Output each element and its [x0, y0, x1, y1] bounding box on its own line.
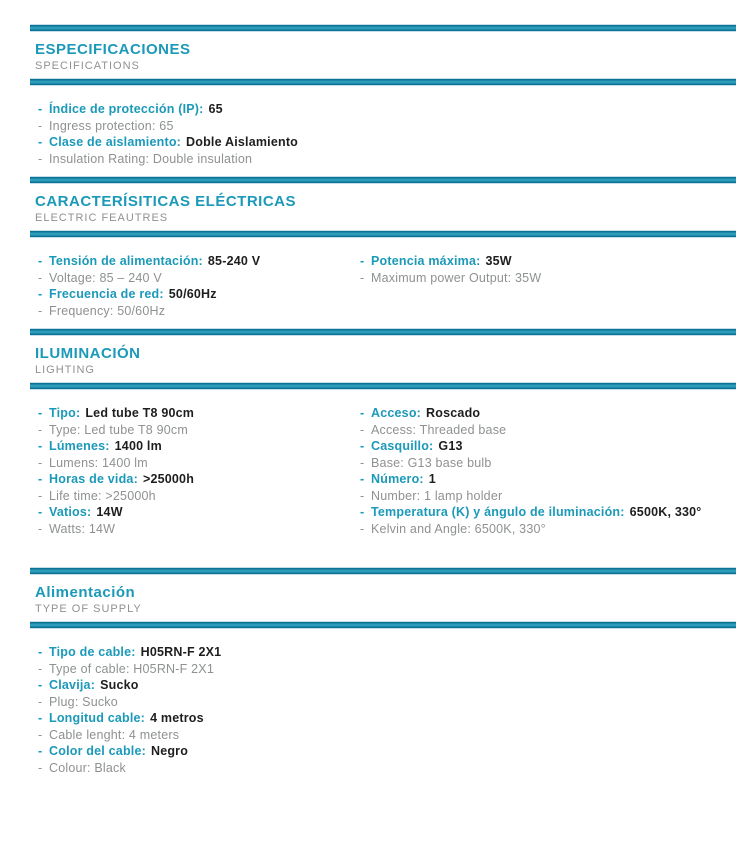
spec-line-english — [30, 727, 736, 744]
spec-line-english — [352, 521, 736, 538]
spec-value: 35W — [485, 254, 512, 268]
spec-label: Clase de aislamiento: — [49, 135, 182, 149]
spec-list — [30, 86, 736, 167]
spec-line-english — [30, 118, 736, 135]
spec-translation: Type of cable: H05RN-F 2X1 — [49, 661, 214, 676]
bullet-dash-icon: - — [38, 439, 43, 453]
spec-line-english — [30, 694, 736, 711]
section-heading-rule — [30, 230, 736, 238]
spec-translation: Access: Threaded base — [371, 422, 507, 437]
bullet-dash-icon: - — [38, 760, 43, 775]
spec-item — [30, 644, 736, 677]
spec-line-spanish — [30, 405, 352, 422]
spec-section — [30, 24, 736, 167]
spec-item — [30, 504, 352, 537]
spec-value: Led tube T8 90cm — [85, 406, 195, 420]
bullet-dash-icon: - — [360, 455, 365, 470]
section-title: CARACTERÍSITICAS ELÉCTRICAS — [35, 193, 297, 210]
bullet-dash-icon: - — [38, 488, 43, 503]
bullet-dash-icon: - — [38, 744, 43, 758]
spec-label: Índice de protección (IP): — [49, 102, 204, 116]
spec-list — [30, 390, 736, 537]
spec-label: Color del cable: — [49, 744, 146, 758]
spec-label: Frecuencia de red: — [49, 287, 164, 301]
section-title: ILUMINACIÓN — [35, 345, 141, 362]
spec-line-spanish — [30, 504, 352, 521]
bullet-dash-icon: - — [38, 270, 43, 285]
bullet-dash-icon: - — [360, 439, 365, 453]
spec-item — [30, 438, 352, 471]
spec-translation: Lumens: 1400 lm — [49, 455, 148, 470]
spec-translation: Life time: >25000h — [49, 488, 156, 503]
spec-line-spanish — [30, 101, 736, 118]
spec-item — [30, 101, 736, 134]
spec-line-english — [30, 661, 736, 678]
spec-line-spanish — [30, 286, 352, 303]
spec-column — [352, 405, 736, 537]
spec-line-english — [30, 760, 736, 777]
spec-section — [30, 328, 736, 537]
spec-line-english — [30, 455, 352, 472]
bullet-dash-icon: - — [38, 287, 43, 301]
section-subtitle: ELECTRIC FEAUTRES — [35, 212, 169, 224]
spec-column — [352, 253, 736, 286]
bullet-dash-icon: - — [38, 118, 43, 133]
spec-column — [30, 644, 736, 776]
spec-translation: Frequency: 50/60Hz — [49, 303, 166, 318]
spec-value: Sucko — [100, 678, 139, 692]
bullet-dash-icon: - — [38, 521, 43, 536]
spec-translation: Maximum power Output: 35W — [371, 270, 542, 285]
spec-value: Roscado — [426, 406, 481, 420]
spec-label: Clavija: — [49, 678, 96, 692]
bullet-dash-icon: - — [38, 455, 43, 470]
bullet-dash-icon: - — [360, 422, 365, 437]
spec-label: Casquillo: — [371, 439, 434, 453]
bullet-dash-icon: - — [38, 472, 43, 486]
spec-item — [352, 253, 736, 286]
spec-line-english — [30, 521, 352, 538]
spec-line-spanish — [30, 644, 736, 661]
bullet-dash-icon: - — [38, 505, 43, 519]
bullet-dash-icon: - — [38, 151, 43, 166]
bullet-dash-icon: - — [38, 422, 43, 437]
spec-label: Número: — [371, 472, 424, 486]
spec-item — [352, 471, 736, 504]
bullet-dash-icon: - — [38, 303, 43, 318]
spec-line-spanish — [352, 504, 736, 521]
spec-item — [352, 405, 736, 438]
spec-line-english — [30, 151, 736, 168]
bullet-dash-icon: - — [360, 270, 365, 285]
bullet-dash-icon: - — [360, 505, 365, 519]
spec-line-spanish — [30, 134, 736, 151]
bullet-dash-icon: - — [38, 645, 43, 659]
bullet-dash-icon: - — [38, 694, 43, 709]
spec-line-english — [352, 455, 736, 472]
spec-item — [30, 134, 736, 167]
section-heading-rule — [30, 382, 736, 390]
spec-translation: Kelvin and Angle: 6500K, 330° — [371, 521, 546, 536]
spec-item — [352, 504, 736, 537]
spec-line-english — [30, 488, 352, 505]
spec-translation: Colour: Black — [49, 760, 126, 775]
spec-value: 1 — [428, 472, 436, 486]
spec-label: Potencia máxima: — [371, 254, 481, 268]
section-heading-rule — [30, 78, 736, 86]
spec-translation: Plug: Sucko — [49, 694, 118, 709]
spec-line-english — [30, 270, 352, 287]
spec-section — [30, 176, 736, 319]
section-top-rule — [30, 176, 736, 184]
spec-line-spanish — [352, 471, 736, 488]
spec-item — [30, 677, 736, 710]
spec-line-english — [30, 422, 352, 439]
spec-column — [30, 405, 352, 537]
spec-label: Horas de vida: — [49, 472, 138, 486]
section-header — [30, 32, 736, 78]
spec-list — [30, 238, 736, 319]
spec-translation: Watts: 14W — [49, 521, 116, 536]
spec-label: Temperatura (K) y ángulo de iluminación: — [371, 505, 625, 519]
section-title: ESPECIFICACIONES — [35, 41, 191, 58]
spec-translation: Base: G13 base bulb — [371, 455, 492, 470]
spec-item — [30, 710, 736, 743]
bullet-dash-icon: - — [38, 727, 43, 742]
spec-value: 4 metros — [150, 711, 204, 725]
spec-value: 1400 lm — [114, 439, 162, 453]
spec-line-spanish — [30, 710, 736, 727]
section-top-rule — [30, 328, 736, 336]
spec-translation: Voltage: 85 – 240 V — [49, 270, 162, 285]
spec-item — [30, 253, 352, 286]
bullet-dash-icon: - — [360, 521, 365, 536]
section-header — [30, 575, 736, 621]
section-subtitle: LIGHTING — [35, 364, 95, 376]
spec-value: 6500K, 330° — [629, 505, 702, 519]
section-subtitle: TYPE OF SUPPLY — [35, 603, 142, 615]
spec-translation: Type: Led tube T8 90cm — [49, 422, 188, 437]
bullet-dash-icon: - — [38, 406, 43, 420]
bullet-dash-icon: - — [38, 711, 43, 725]
bullet-dash-icon: - — [38, 678, 43, 692]
spec-label: Tensión de alimentación: — [49, 254, 203, 268]
bullet-dash-icon: - — [38, 135, 43, 149]
spec-value: Doble Aislamiento — [186, 135, 299, 149]
section-top-rule — [30, 567, 736, 575]
spec-item — [30, 405, 352, 438]
bullet-dash-icon: - — [360, 406, 365, 420]
spec-line-english — [352, 488, 736, 505]
section-top-rule — [30, 24, 736, 32]
spec-line-spanish — [30, 471, 352, 488]
spec-label: Lúmenes: — [49, 439, 110, 453]
spec-translation: Number: 1 lamp holder — [371, 488, 503, 503]
section-header — [30, 184, 736, 230]
section-heading-rule — [30, 621, 736, 629]
spec-line-spanish — [352, 405, 736, 422]
spec-value: Negro — [150, 744, 189, 758]
spec-line-english — [352, 422, 736, 439]
spec-line-spanish — [30, 253, 352, 270]
spec-column — [30, 101, 736, 167]
spec-label: Tipo: — [49, 406, 81, 420]
bullet-dash-icon: - — [360, 472, 365, 486]
spec-translation: Insulation Rating: Double insulation — [49, 151, 253, 166]
spec-section — [30, 567, 736, 776]
spec-value: 50/60Hz — [168, 287, 217, 301]
spec-translation: Cable lenght: 4 meters — [49, 727, 180, 742]
spec-label: Acceso: — [371, 406, 422, 420]
spec-label: Tipo de cable: — [49, 645, 136, 659]
bullet-dash-icon: - — [360, 254, 365, 268]
spec-label: Longitud cable: — [49, 711, 146, 725]
spec-value: 14W — [96, 505, 123, 519]
spec-list — [30, 629, 736, 776]
spec-line-english — [352, 270, 736, 287]
spec-label: Vatios: — [49, 505, 92, 519]
spec-line-spanish — [352, 253, 736, 270]
spec-line-spanish — [352, 438, 736, 455]
bullet-dash-icon: - — [38, 254, 43, 268]
spec-translation: Ingress protection: 65 — [49, 118, 174, 133]
spec-item — [30, 743, 736, 776]
spec-item — [352, 438, 736, 471]
spec-value: 85-240 V — [207, 254, 261, 268]
spec-value: H05RN-F 2X1 — [140, 645, 222, 659]
section-subtitle: SPECIFICATIONS — [35, 60, 140, 72]
spec-line-english — [30, 303, 352, 320]
bullet-dash-icon: - — [360, 488, 365, 503]
spec-value: 65 — [208, 102, 223, 116]
spec-value: G13 — [438, 439, 463, 453]
bullet-dash-icon: - — [38, 102, 43, 116]
spec-line-spanish — [30, 743, 736, 760]
spec-line-spanish — [30, 677, 736, 694]
spec-column — [30, 253, 352, 319]
bullet-dash-icon: - — [38, 661, 43, 676]
section-header — [30, 336, 736, 382]
spec-item — [30, 471, 352, 504]
spec-value: >25000h — [142, 472, 195, 486]
section-title: Alimentación — [35, 584, 136, 601]
spec-line-spanish — [30, 438, 352, 455]
spec-item — [30, 286, 352, 319]
